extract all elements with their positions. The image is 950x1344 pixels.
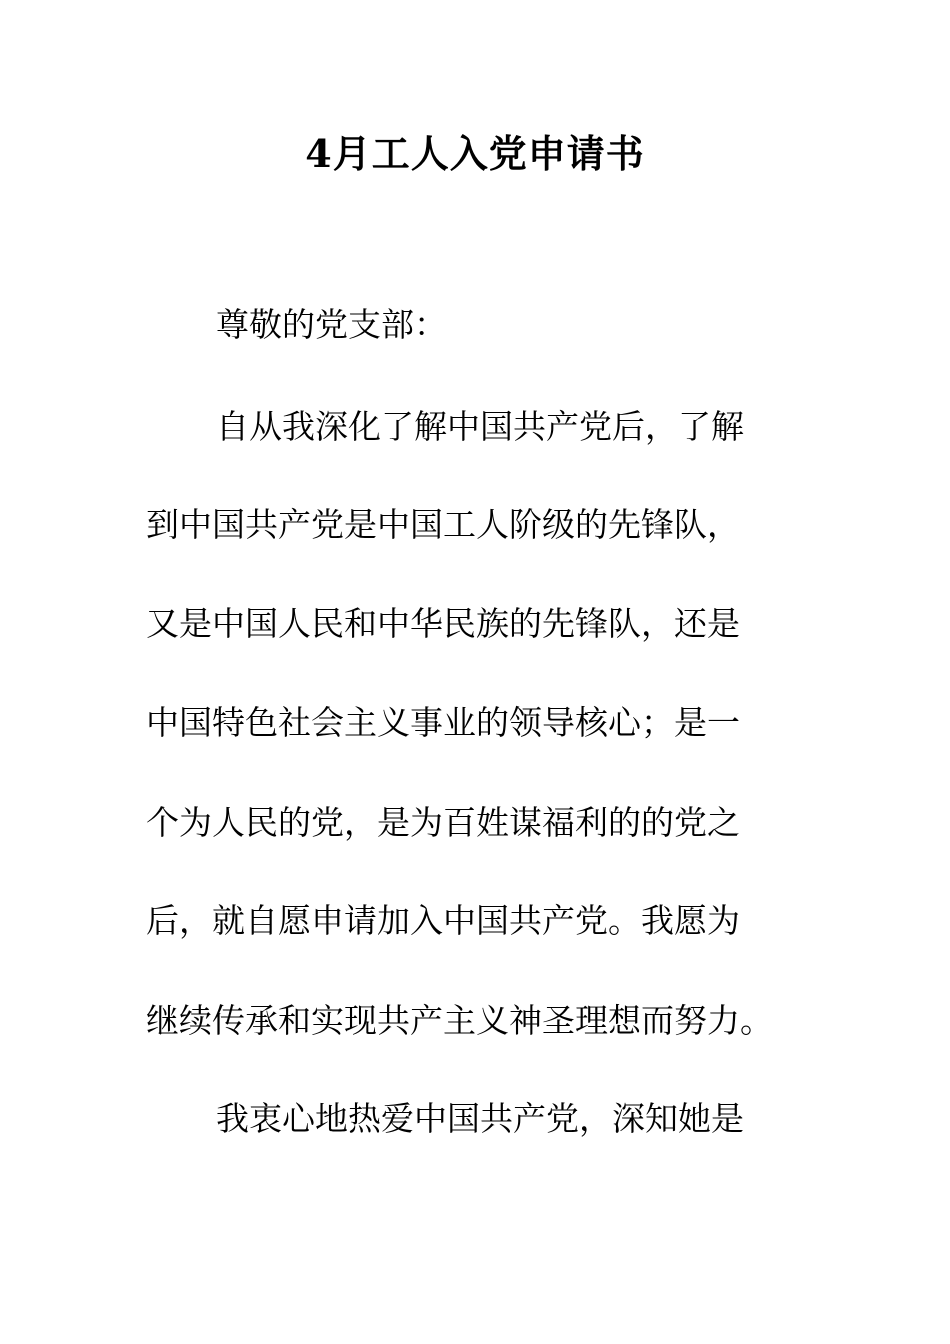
paragraph-line: 中国特色社会主义事业的领导核心；是一 xyxy=(146,703,740,742)
paragraph-line: 又是中国人民和中华民族的先锋队，还是 xyxy=(146,604,740,643)
paragraph-line: 自从我深化了解中国共产党后，了解 xyxy=(216,407,744,446)
paragraph-line: 继续传承和实现共产主义神圣理想而努力。 xyxy=(146,1001,773,1040)
paragraph-line: 后，就自愿申请加入中国共产党。我愿为 xyxy=(146,901,740,940)
document-title: 4月工人入党申请书 xyxy=(305,131,645,176)
paragraph-line: 到中国共产党是中国工人阶级的先锋队， xyxy=(146,505,740,544)
paragraph-line: 我衷心地热爱中国共产党，深知她是 xyxy=(216,1099,744,1138)
salutation: 尊敬的党支部： xyxy=(216,305,447,344)
paragraph-line: 个为人民的党，是为百姓谋福利的的党之 xyxy=(146,803,740,842)
